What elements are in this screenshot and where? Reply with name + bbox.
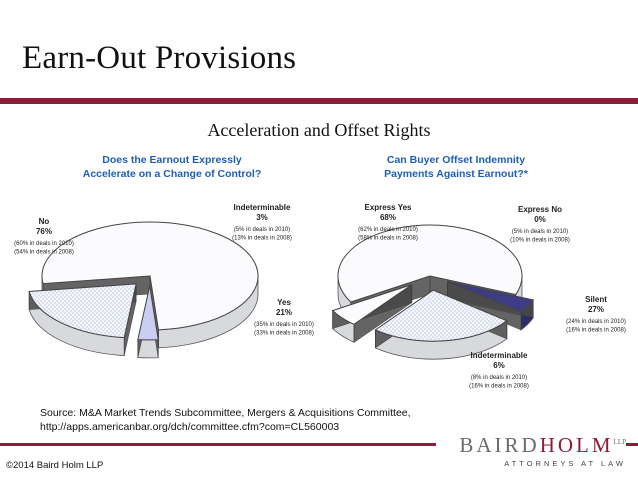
slice-label-note: (5% in deals in 2010) bbox=[233, 227, 291, 233]
slice-label-note: (35% in deals in 2010) bbox=[254, 322, 314, 328]
slice-label-name: Silent bbox=[585, 295, 607, 304]
slice-label-name: Indeterminable bbox=[470, 351, 528, 360]
slice-label-express-no bbox=[510, 205, 570, 244]
slice-label-note: (33% in deals in 2008) bbox=[254, 330, 314, 337]
slice-label-value: 0% bbox=[534, 215, 546, 224]
slice-label-indeterminable bbox=[469, 351, 529, 390]
slice-label-note: (16% in deals in 2008) bbox=[566, 327, 626, 334]
source-line-1: Source: M&A Market Trends Subcommittee, Mergers & Acquisitions Committee, bbox=[40, 407, 411, 419]
slice-label-name: Express No bbox=[517, 205, 563, 214]
source-citation bbox=[40, 406, 470, 434]
source-url[interactable]: http://apps.americanbar.org/dch/committee.cfm?com=CL560003 bbox=[40, 421, 340, 433]
slice-label-name: No bbox=[38, 217, 50, 226]
slice-label-name: Indeterminable bbox=[233, 203, 291, 212]
slide-subtitle: Acceleration and Offset Rights bbox=[207, 120, 431, 140]
slice-label-value: 6% bbox=[493, 361, 505, 370]
slice-label-value: 3% bbox=[256, 213, 268, 222]
slice-label-yes bbox=[254, 298, 314, 337]
slice-label-value: 27% bbox=[587, 305, 605, 314]
slice-label-name: Yes bbox=[277, 298, 291, 307]
logo-part-2: HOLM bbox=[539, 433, 614, 457]
pie-chart-2 bbox=[333, 154, 626, 390]
chart-title-line: Can Buyer Offset Indemnity bbox=[386, 154, 526, 166]
slice-label-value: 68% bbox=[379, 213, 397, 222]
slice-label-note: (13% in deals in 2008) bbox=[232, 235, 292, 242]
logo-llp: LLP bbox=[613, 438, 626, 446]
slice-label-note: (62% in deals in 2010) bbox=[358, 227, 418, 233]
slice-label-note: (5% in deals in 2010) bbox=[511, 229, 569, 235]
pie-chart-1 bbox=[14, 154, 314, 358]
slice-label-name: Express Yes bbox=[364, 203, 412, 212]
slice-label-note: (16% in deals in 2008) bbox=[469, 383, 529, 390]
slice-label-note: (10% in deals in 2008) bbox=[510, 237, 570, 244]
slice-label-note: (54% in deals in 2008) bbox=[14, 249, 74, 256]
copyright-text: ©2014 Baird Holm LLP bbox=[6, 460, 104, 471]
slice-label-note: (60% in deals in 2010) bbox=[14, 241, 74, 247]
logo-part-1: BAIRD bbox=[459, 433, 540, 457]
logo-wordmark bbox=[436, 431, 626, 456]
slice-label-silent bbox=[566, 295, 626, 334]
logo-tagline: ATTORNEYS AT LAW bbox=[504, 459, 626, 468]
slice-label-no bbox=[14, 217, 74, 256]
chart-title-line: Does the Earnout Expressly bbox=[102, 154, 242, 166]
chart-title-line: Payments Against Earnout?* bbox=[384, 168, 528, 180]
slice-label-value: 21% bbox=[275, 308, 293, 317]
slide-title: Earn-Out Provisions bbox=[22, 40, 297, 76]
slice-label-indeterminable bbox=[232, 203, 292, 242]
chart-title-line: Accelerate on a Change of Control? bbox=[82, 168, 262, 180]
slice-label-note: (58% in deals in 2008) bbox=[358, 235, 418, 242]
slice-label-note: (8% in deals in 2010) bbox=[470, 375, 528, 381]
slice-label-note: (24% in deals in 2010) bbox=[566, 319, 626, 325]
firm-logo bbox=[436, 430, 626, 472]
slice-label-express-yes bbox=[358, 203, 418, 242]
slice-label-value: 76% bbox=[35, 227, 53, 236]
